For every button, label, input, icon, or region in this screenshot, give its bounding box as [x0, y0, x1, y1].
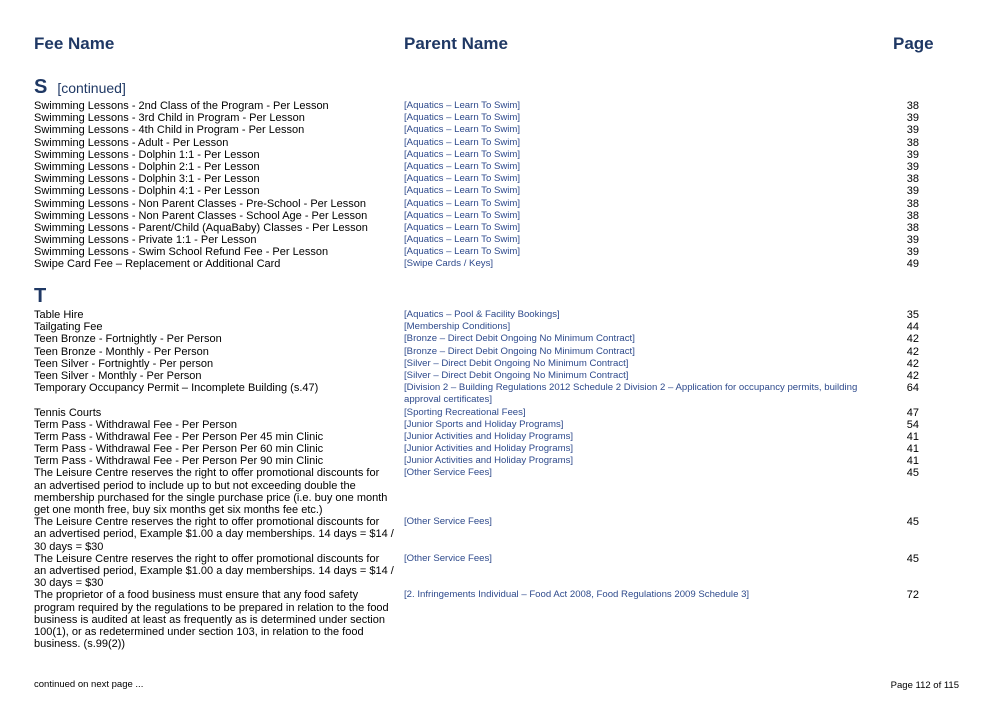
- table-row: [0, 358, 992, 370]
- fee-name: Swimming Lessons - Dolphin 4:1 - Per Lesson: [34, 185, 260, 198]
- table-row: [0, 333, 992, 345]
- table-row: [0, 382, 992, 406]
- fee-name: The Leisure Centre reserves the right to offer promotional discounts for an advertised period, Example $1.00 a day memberships. 14 days = $14 / 30 days = $30: [34, 516, 394, 553]
- section-s-list: [0, 100, 992, 271]
- fee-name: Swipe Card Fee – Replacement or Additional Card: [34, 258, 281, 271]
- fee-name: Swimming Lessons - Dolphin 1:1 - Per Lesson: [34, 148, 260, 161]
- table-row: [0, 431, 992, 443]
- parent-name: [Junior Activities and Holiday Programs]: [404, 455, 574, 467]
- fee-name: Swimming Lessons - Dolphin 2:1 - Per Lesson: [34, 160, 260, 173]
- parent-name: [Other Service Fees]: [404, 552, 492, 564]
- table-row: [0, 100, 992, 112]
- page-ref: 72: [906, 589, 919, 602]
- page-ref: 45: [906, 552, 919, 565]
- table-row: [0, 185, 992, 197]
- fee-name: Swimming Lessons - Non Parent Classes - Pre-School - Per Lesson: [34, 197, 366, 210]
- table-row: [0, 149, 992, 161]
- page-ref: 39: [906, 246, 919, 259]
- continued-footer: continued on next page ...: [34, 679, 144, 690]
- page-ref: 39: [906, 160, 919, 173]
- fee-name-header: Fee Name: [34, 34, 115, 53]
- table-row: [0, 210, 992, 222]
- page-ref: 54: [906, 418, 919, 431]
- page-ref: 45: [906, 516, 919, 529]
- page-ref: 38: [906, 209, 919, 222]
- page-ref: 38: [906, 100, 919, 112]
- parent-name: [Swipe Cards / Keys]: [404, 258, 494, 270]
- fee-name: Swimming Lessons - Private 1:1 - Per Lesson: [34, 234, 257, 247]
- page-ref: 38: [906, 173, 919, 186]
- fee-name: The Leisure Centre reserves the right to offer promotional discounts for an advertised period to include up to but not exceeding double the membership purchased for the single purchase price (i.e. buy one month get one month free, buy six months get six months fee etc.): [34, 467, 388, 517]
- table-row: [0, 346, 992, 358]
- fee-name: Tennis Courts: [34, 406, 102, 419]
- parent-name: [Other Service Fees]: [404, 516, 492, 528]
- fee-name: Term Pass - Withdrawal Fee - Per Person Per 90 min Clinic: [34, 455, 324, 468]
- fee-name: Term Pass - Withdrawal Fee - Per Person Per 60 min Clinic: [34, 443, 324, 456]
- continued-label: [continued]: [57, 80, 126, 96]
- parent-name: [Membership Conditions]: [404, 321, 511, 333]
- section-t-list: [0, 309, 992, 651]
- parent-name-header: Parent Name: [404, 34, 508, 53]
- parent-name: [Other Service Fees]: [404, 467, 492, 479]
- section-letter-s: [34, 76, 126, 99]
- page-ref: 41: [906, 443, 919, 456]
- page-ref: 47: [906, 406, 919, 419]
- section-letter-t: T: [34, 285, 47, 307]
- table-row: [0, 553, 992, 590]
- page-ref: 49: [906, 258, 919, 271]
- page-ref: 38: [906, 221, 919, 234]
- fee-name: Term Pass - Withdrawal Fee - Per Person: [34, 418, 237, 431]
- fee-name: Swimming Lessons - Non Parent Classes - School Age - Per Lesson: [34, 209, 368, 222]
- table-row: [0, 407, 992, 419]
- table-row: [0, 516, 992, 553]
- fee-name: Temporary Occupancy Permit – Incomplete Building (s.47): [34, 382, 319, 395]
- section-letter: S: [34, 76, 48, 98]
- page-ref: 39: [906, 234, 919, 247]
- table-row: [0, 370, 992, 382]
- fee-name: Table Hire: [34, 309, 84, 321]
- parent-name: [Aquatics – Learn To Swim]: [404, 185, 521, 197]
- page-ref: 39: [906, 124, 919, 137]
- parent-name: [Bronze – Direct Debit Ongoing No Minimum Contract]: [404, 333, 635, 345]
- parent-name: [Aquatics – Learn To Swim]: [404, 148, 521, 160]
- fee-name: Teen Silver - Monthly - Per Person: [34, 369, 202, 382]
- fee-name: Swimming Lessons - 3rd Child in Program - Per Lesson: [34, 112, 305, 125]
- table-row: [0, 419, 992, 431]
- page-ref: 41: [906, 455, 919, 468]
- table-row: [0, 443, 992, 455]
- fee-name: The Leisure Centre reserves the right to offer promotional discounts for an advertised period, Example $1.00 a day memberships. 14 days = $14 / 30 days = $30: [34, 552, 394, 590]
- fee-name: Swimming Lessons - Parent/Child (AquaBaby) Classes - Per Lesson: [34, 221, 368, 234]
- parent-name: [Silver – Direct Debit Ongoing No Minimum Contract]: [404, 369, 629, 381]
- parent-name: [Aquatics – Learn To Swim]: [404, 234, 521, 246]
- page-ref: 42: [906, 345, 919, 358]
- page-ref: 39: [906, 148, 919, 161]
- parent-name: [Junior Activities and Holiday Programs]: [404, 443, 574, 455]
- fee-name: Teen Silver - Fortnightly - Per person: [34, 357, 214, 370]
- page-ref: 38: [906, 197, 919, 210]
- page-ref: 41: [906, 430, 919, 443]
- fee-name: Teen Bronze - Fortnightly - Per Person: [34, 333, 222, 346]
- parent-name: [Aquatics – Learn To Swim]: [404, 124, 521, 136]
- table-row: [0, 455, 992, 467]
- parent-name: [Aquatics – Learn To Swim]: [404, 112, 521, 124]
- page-header: Page: [893, 34, 934, 53]
- table-row: [0, 124, 992, 136]
- table-row: [0, 309, 992, 321]
- parent-name: [Aquatics – Learn To Swim]: [404, 160, 521, 172]
- page-ref: 42: [906, 357, 919, 370]
- table-row: [0, 234, 992, 246]
- page-ref: 64: [906, 382, 919, 395]
- table-row: [0, 467, 992, 516]
- fee-name: Swimming Lessons - Swim School Refund Fee - Per Lesson: [34, 246, 329, 259]
- parent-name: [Bronze – Direct Debit Ongoing No Minimum Contract]: [404, 345, 635, 357]
- fee-name: Term Pass - Withdrawal Fee - Per Person Per 45 min Clinic: [34, 430, 324, 443]
- page-ref: 42: [906, 369, 919, 382]
- table-row: [0, 222, 992, 234]
- parent-name: [Aquatics – Pool & Facility Bookings]: [404, 309, 560, 320]
- fee-name: Swimming Lessons - 4th Child in Program - Per Lesson: [34, 124, 305, 137]
- fee-name: Swimming Lessons - Adult - Per Lesson: [34, 136, 229, 149]
- table-row: [0, 246, 992, 258]
- table-row: [0, 112, 992, 124]
- table-row: [0, 173, 992, 185]
- parent-name: [Aquatics – Learn To Swim]: [404, 197, 521, 209]
- parent-name: [2. Infringements Individual – Food Act 2008, Food Regulations 2009 Schedule 3]: [404, 589, 750, 601]
- table-row: [0, 321, 992, 333]
- page-ref: 44: [906, 321, 919, 334]
- page-ref: 39: [906, 185, 919, 198]
- page-ref: 45: [906, 467, 919, 480]
- parent-name: [Aquatics – Learn To Swim]: [404, 221, 521, 233]
- parent-name: [Silver – Direct Debit Ongoing No Minimum Contract]: [404, 357, 629, 369]
- page-number: Page 112 of 115: [890, 680, 959, 691]
- page-ref: 39: [906, 112, 919, 125]
- parent-name: [Aquatics – Learn To Swim]: [404, 246, 521, 258]
- table-row: [0, 589, 992, 651]
- fee-name: Swimming Lessons - 2nd Class of the Program - Per Lesson: [34, 100, 329, 112]
- parent-name: [Division 2 – Building Regulations 2012 Schedule 2 Division 2 – Application for occupancy permits, building approval certificates]: [404, 382, 858, 406]
- parent-name: [Aquatics – Learn To Swim]: [404, 136, 521, 148]
- page-ref: 35: [906, 309, 919, 321]
- parent-name: [Sporting Recreational Fees]: [404, 406, 526, 418]
- page-ref: 38: [906, 136, 919, 149]
- table-row: [0, 198, 992, 210]
- table-row: [0, 137, 992, 149]
- parent-name: [Aquatics – Learn To Swim]: [404, 100, 521, 111]
- page-ref: 42: [906, 333, 919, 346]
- parent-name: [Aquatics – Learn To Swim]: [404, 173, 521, 185]
- table-row: [0, 258, 992, 270]
- fee-name: Tailgating Fee: [34, 321, 103, 334]
- parent-name: [Junior Activities and Holiday Programs]: [404, 430, 574, 442]
- fee-name: The proprietor of a food business must ensure that any food safety program required by the regulations to be prepared in relation to the food business is audited at least as frequently as is determined under section 100(1), or as redetermined under section 103, in relation to the food business. (s.99(2)): [34, 589, 389, 651]
- parent-name: [Junior Sports and Holiday Programs]: [404, 418, 564, 430]
- fee-name: Swimming Lessons - Dolphin 3:1 - Per Lesson: [34, 173, 260, 186]
- fee-name: Teen Bronze - Monthly - Per Person: [34, 345, 209, 358]
- parent-name: [Aquatics – Learn To Swim]: [404, 209, 521, 221]
- table-row: [0, 161, 992, 173]
